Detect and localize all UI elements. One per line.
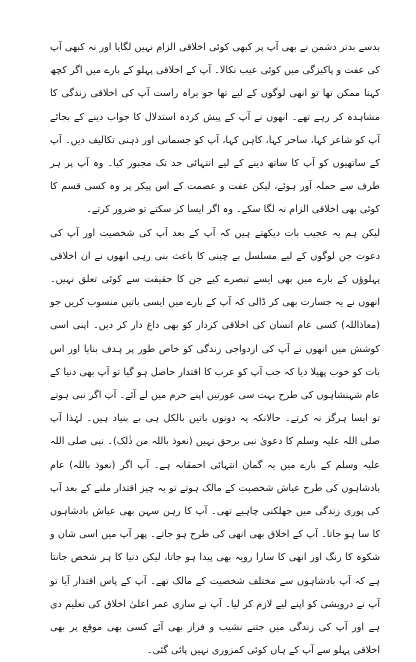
paragraph-1: بدسے بدتر دشمن نے بھی آپ پر کبھی کوئی اخلاقی الزام نہیں لگایا اور نہ کبھی آپ کی عفت و پاکیزگی میں کوئی عیب نکالا۔ آپ کے اخلاقی پہلو کے بارے میں اگر کچھ کہنا ممکن تھا تو انھی لوگوں کے لیے تھا جو براہ راست آپ کی اخلاقی زندگی کا مشاہدہ کر رہے تھے۔ انھوں نے آپ کے پیش کردہ استدلال کا جواب دینے کے بجائے آپ کو شاعر کہا، ساحر کہا، کاہن کہا، آپ کو جسمانی اور ذہنی تکالیف دیں۔ آپ کے ساتھیوں کو آپ کا ساتھ دینے کے لیے انتہائی حد تک مجبور کیا۔ وہ آپ پر ہر طرف سے حملہ آور ہوئے، لیکن عفت و عصمت کے اس پیکر پر وہ کسی قسم کا کوئی بھی اخلاقی الزام نہ لگا سکے۔ وہ اگر ایسا کر سکتے تو ضرور کرتے۔ (50, 42, 380, 216)
paragraph-2: لیکن ہم یہ عجیب بات دیکھتے ہیں کہ آپ کے بعد آپ کی شخصیت اور آپ کی دعوت جن لوگوں کے لیے مسلسل بے چینی کا باعث بنی رہی انھوں نے ان اخلاقی پہلوؤں کے بارے میں بھی ایسے تبصرے کیے جن کا حقیقت سے کوئی تعلق نہیں۔ انھوں نے یہ جسارت بھی کر ڈالی کہ آپ کے بارے میں ایسی باتیں منسوب کریں جو (معاذاللہ) کسی عام انسان کی اخلاقی کردار کو بھی داغ دار کر دیں۔ اپنی اسی کوشش میں انھوں نے آپ کی ازدواجی زندگی کو خاص طور پر ہدف بنایا اور اس بات کو خوب پھیلا دیا کہ جب آپ کو عرب کا اقتدار حاصل ہو گیا تو آپ بھی دنیا کے عام شہنشاہوں کی طرح بہت سی عورتیں اپنے حرم میں لے آئے۔ آپ اگر نبی ہوتے تو ایسا ہرگز نہ کرتے۔ حالانکہ یہ دونوں باتیں بالکل ہی بے بنیاد ہیں۔ لہٰذا آپ صلی اللہ علیہ وسلم کا دعویٰ نبی برحق نہیں (نعوذ باللہ من ذٰلک)۔ نبی صلی اللہ علیہ وسلم کے بارے میں یہ گمان انتہائی احمقانہ ہے۔ آپ اگر (نعوذ باللہ) عام بادشاہوں کی طرح عیاش شخصیت کے مالک ہوتے تو یہ چیز اقتدار ملنے کے بعد آپ کی پوری زندگی میں جھلکنی چاہیے تھی۔ آپ کا رہن سہن بھی عیاش بادشاہوں کا سا ہو جاتا۔ آپ کے اخلاق بھی انھی کی طرح ہو جاتے۔ پھر آپ میں اسی شان و شکوہ کا رنگ اور انھی کا سارا رویہ بھی پیدا ہو جاتا، لیکن دنیا کا ہر شخص جانتا ہے کہ آپ بادشاہوں سے مختلف شخصیت کے مالک تھے۔ آپ کے پاس اقتدار آیا تو آپ نے درویشی کو اپنے لیے لازم کر لیا۔ آپ نے ساری عمر اعلیٰ اخلاق کی تعلیم دی ہے اور آپ کی زندگی میں جتنے نشیب و فراز بھی آئے کسی بھی موقع پر بھی اخلاقی پہلو سے آپ کے ہاں کوئی کمزوری نہیں پائی گئی۔ (50, 227, 380, 657)
document-page (50, 36, 380, 657)
